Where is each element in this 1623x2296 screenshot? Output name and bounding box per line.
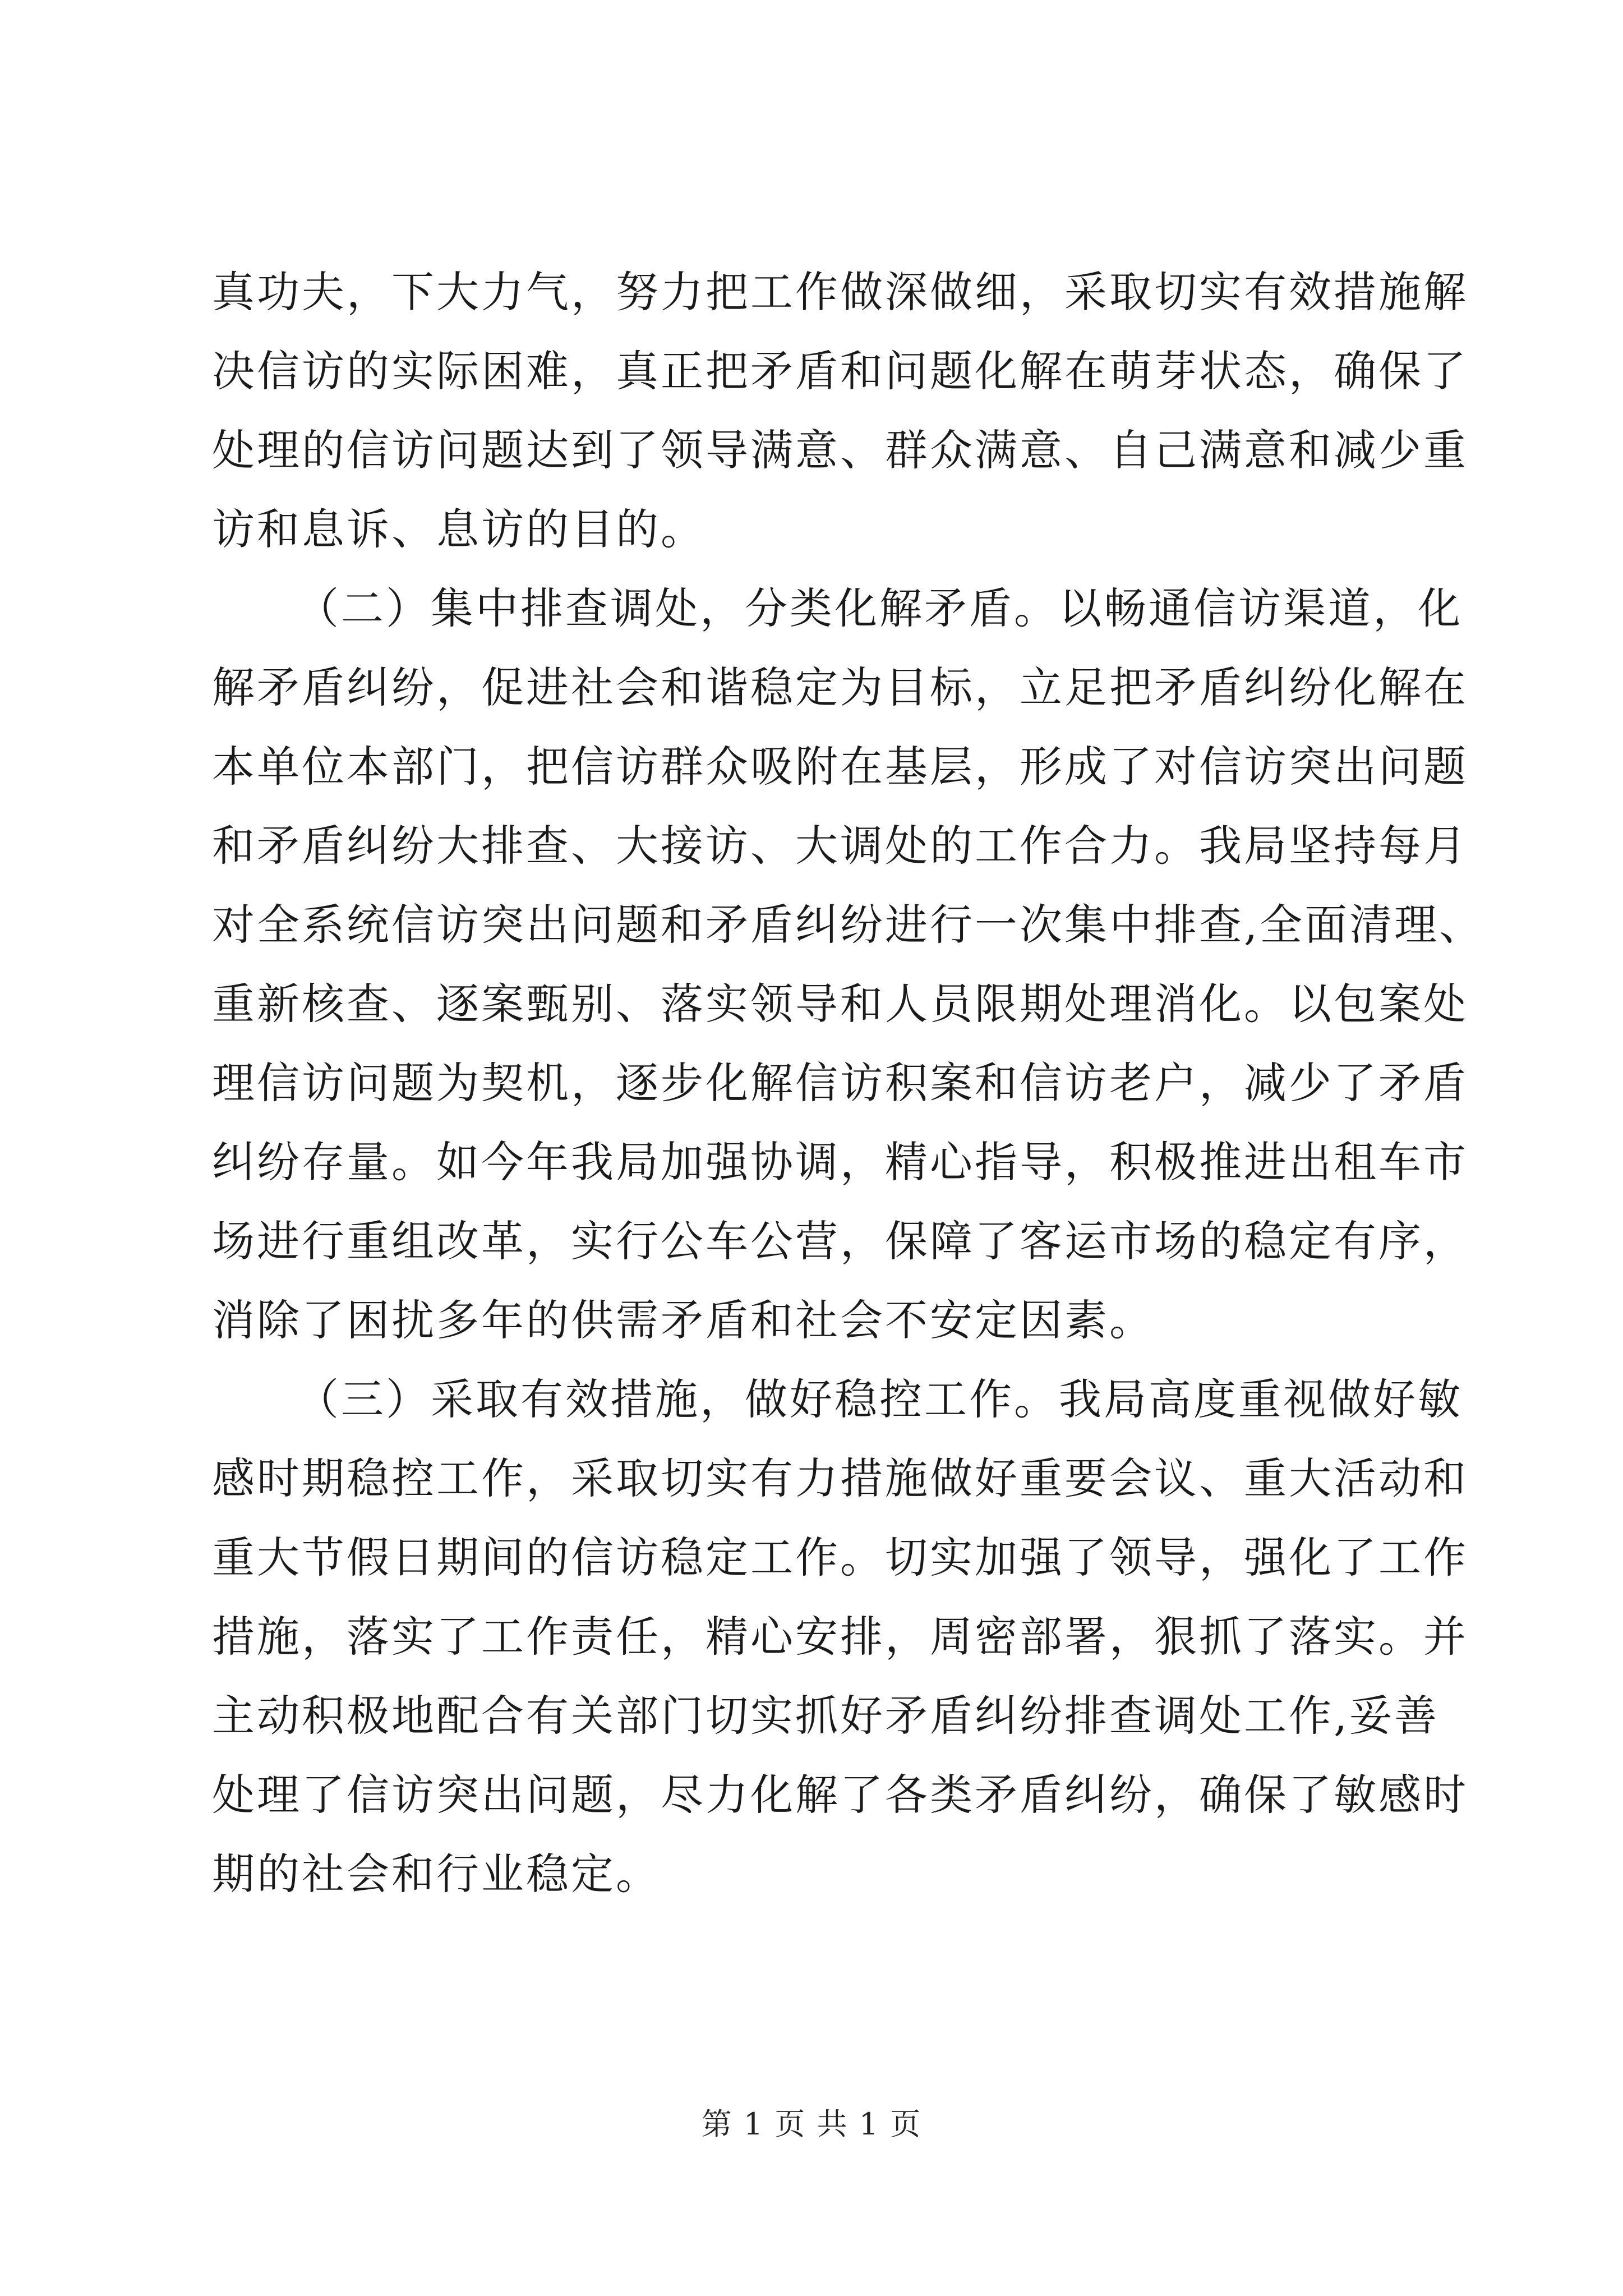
paragraph-3-line-5: 主动积极地配合有关部门切实抓好矛盾纠纷排查调处工作,妥善 (212, 1691, 1440, 1741)
paragraph-2-line-9: 场进行重组改革，实行公车公营，保障了客运市场的稳定有序， (212, 1216, 1468, 1266)
paragraph-2-line-10: 消除了困扰多年的供需矛盾和社会不安定因素。 (212, 1295, 1154, 1345)
paragraph-2-line-8: 纠纷存量。如今年我局加强协调，精心指导，积极推进出租车市 (212, 1137, 1468, 1187)
paragraph-2-line-3: 本单位本部门，把信访群众吸附在基层，形成了对信访突出问题 (212, 742, 1468, 792)
paragraph-3-line-1: （三）采取有效措施，做好稳控工作。我局高度重视做好敏 (296, 1374, 1463, 1424)
paragraph-3-line-4: 措施，落实了工作责任，精心安排，周密部署，狠抓了落实。并 (212, 1612, 1468, 1662)
paragraph-1-line-3: 处理的信访问题达到了领导满意、群众满意、自己满意和减少重 (212, 425, 1468, 475)
document-body (212, 252, 1484, 1913)
paragraph-1-line-2: 决信访的实际困难，真正把矛盾和问题化解在萌芽状态，确保了 (212, 346, 1468, 396)
paragraph-1-line-1: 真功夫，下大力气，努力把工作做深做细，采取切实有效措施解 (212, 267, 1468, 317)
paragraph-3-line-2: 感时期稳控工作，采取切实有力措施做好重要会议、重大活动和 (212, 1453, 1468, 1503)
paragraph-3-line-7: 期的社会和行业稳定。 (212, 1849, 661, 1899)
paragraph-2-line-7: 理信访问题为契机，逐步化解信访积案和信访老户，减少了矛盾 (212, 1058, 1468, 1108)
paragraph-2-line-1: （二）集中排查调处，分类化解矛盾。以畅通信访渠道，化 (296, 583, 1463, 633)
page-footer: 第 1 页 共 1 页 (701, 2106, 922, 2142)
paragraph-3-line-6: 处理了信访突出问题，尽力化解了各类矛盾纠纷，确保了敏感时 (212, 1770, 1468, 1820)
paragraph-2-line-2: 解矛盾纠纷，促进社会和谐稳定为目标，立足把矛盾纠纷化解在 (212, 662, 1468, 712)
paragraph-1-line-4: 访和息诉、息访的目的。 (212, 504, 706, 554)
paragraph-2-line-4: 和矛盾纠纷大排查、大接访、大调处的工作合力。我局坚持每月 (212, 821, 1468, 871)
paragraph-3-line-3: 重大节假日期间的信访稳定工作。切实加强了领导，强化了工作 (212, 1533, 1468, 1582)
paragraph-2-line-6: 重新核查、逐案甄别、落实领导和人员限期处理消化。以包案处 (212, 979, 1468, 1029)
paragraph-2-line-5: 对全系统信访突出问题和矛盾纠纷进行一次集中排查,全面清理、 (212, 900, 1484, 950)
